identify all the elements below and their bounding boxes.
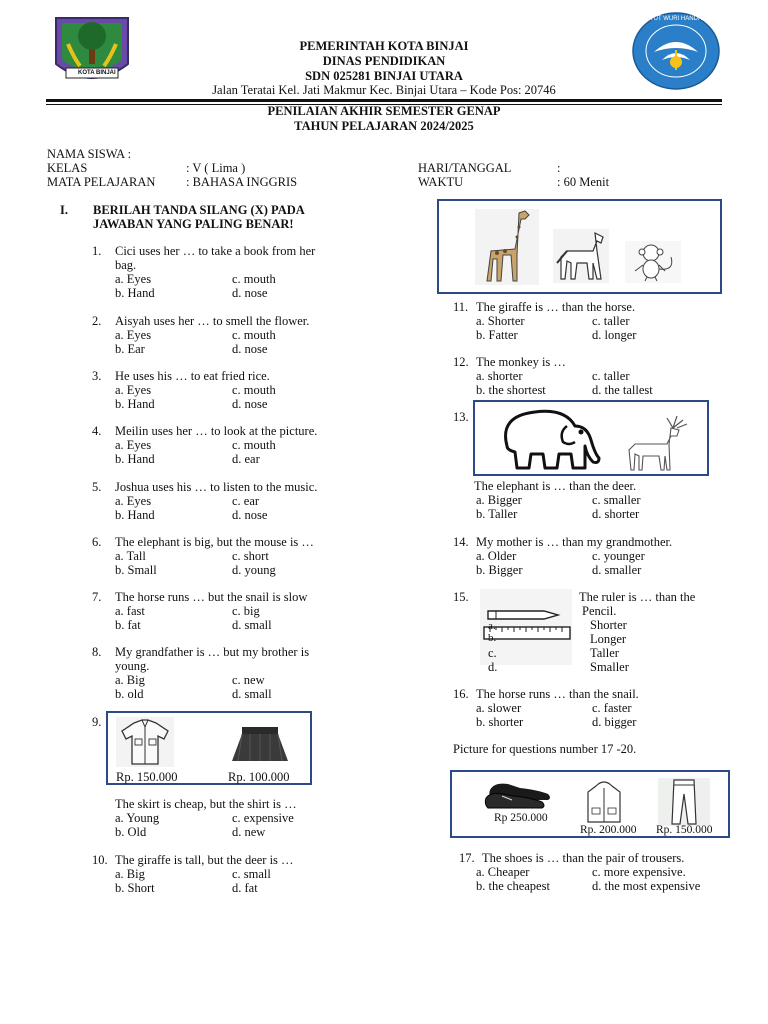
question-16 (453, 688, 753, 733)
option-d[interactable]: d. bigger (592, 715, 637, 729)
question-text: The elephant is big, but the mouse is … (115, 535, 314, 549)
option-c[interactable]: c. short (232, 549, 269, 563)
question-3 (92, 370, 392, 415)
question-2 (92, 315, 392, 360)
question-9-picture-box (106, 711, 312, 785)
option-c[interactable]: c. more expensive. (592, 865, 686, 879)
question-text: The skirt is cheap, but the shirt is … (115, 797, 297, 811)
section-instruction-1: BERILAH TANDA SILANG (X) PADA (93, 203, 305, 217)
question-13-picture-box (473, 400, 709, 476)
option-d[interactable]: d. nose (232, 508, 268, 522)
name-label: NAMA SISWA : (47, 147, 132, 161)
option-a[interactable]: a. Eyes (115, 494, 152, 508)
time-label: WAKTU (418, 175, 464, 189)
deer-image (621, 414, 691, 472)
option-a[interactable]: a. Shorter (476, 314, 525, 328)
option-a[interactable]: a. Tall (115, 549, 146, 563)
horse-image (553, 229, 609, 283)
option-b[interactable]: b. Small (115, 563, 157, 577)
question-number: 4. (92, 424, 102, 438)
question-text: Joshua uses his … to listen to the music. (115, 480, 318, 494)
giraffe-image (475, 209, 539, 285)
header-line-1: PEMERINTAH KOTA BINJAI (299, 39, 469, 53)
option-b[interactable]: b. fat (115, 618, 141, 632)
jacket-price: Rp. 200.000 (580, 824, 637, 836)
option-c[interactable]: c. big (232, 604, 260, 618)
question-number: 1. (92, 244, 102, 258)
option-c[interactable]: c. taller (592, 369, 630, 383)
question-12 (453, 356, 753, 401)
question-number: 5. (92, 480, 102, 494)
option-d[interactable]: d. fat (232, 881, 258, 895)
class-label: KELAS (47, 161, 88, 175)
question-number: 2. (92, 314, 102, 328)
option-b[interactable]: b. Hand (115, 397, 155, 411)
skirt-price: Rp. 100.000 (228, 770, 290, 784)
class-value: : V ( Lima ) (186, 161, 246, 175)
question-number: 8. (92, 645, 102, 659)
question-15-text-cont: Pencil. (582, 604, 617, 618)
option-d[interactable]: d. small (232, 618, 272, 632)
option-b[interactable]: b. Old (115, 825, 147, 839)
question-11 (453, 301, 753, 346)
shoes-price: Rp 250.000 (494, 812, 548, 824)
option-b[interactable]: b. Hand (115, 452, 155, 466)
option-b-letter: b. (488, 632, 497, 644)
clothing-picture-box (450, 770, 730, 838)
option-b[interactable]: b. Hand (115, 508, 155, 522)
subject-value: : BAHASA INGGRIS (186, 175, 298, 189)
picture-caption: Picture for questions number 17 -20. (453, 742, 637, 756)
question-1 (92, 245, 392, 305)
skirt-image (228, 721, 292, 767)
trousers-price: Rp. 150.000 (656, 824, 713, 836)
question-text: The shoes is … than the pair of trousers. (482, 851, 685, 865)
option-a[interactable]: a. Cheaper (476, 865, 530, 879)
option-d[interactable]: d. small (232, 687, 272, 701)
option-b[interactable]: b. the cheapest (476, 879, 550, 893)
option-c[interactable]: c. small (232, 867, 271, 881)
exam-year: TAHUN PELAJARAN 2024/2025 (294, 119, 474, 133)
question-text: Aisyah uses her … to smell the flower. (115, 314, 310, 328)
option-d[interactable]: d. new (232, 825, 266, 839)
option-b[interactable]: b. Bigger (476, 563, 523, 577)
day-label: HARI/TANGGAL (418, 161, 512, 175)
question-number: 7. (92, 590, 102, 604)
option-b[interactable]: b. Ear (115, 342, 145, 356)
option-c[interactable]: c. mouth (232, 438, 276, 452)
option-a[interactable]: a. fast (115, 604, 145, 618)
option-a[interactable]: a. slower (476, 701, 522, 715)
option-b[interactable]: Longer (590, 632, 627, 646)
option-c[interactable]: c. younger (592, 549, 645, 563)
option-c[interactable]: c. expensive (232, 811, 294, 825)
option-b[interactable]: b. the shortest (476, 383, 546, 397)
question-text: The giraffe is tall, but the deer is … (115, 853, 294, 867)
option-a[interactable]: a. Big (115, 673, 145, 687)
question-text-cont: young. (115, 659, 150, 673)
option-c[interactable]: c. mouth (232, 383, 276, 397)
option-b[interactable]: b. old (115, 687, 144, 701)
shirt-image (116, 717, 174, 767)
city-logo-text: KOTA BINJAI (78, 70, 116, 76)
option-d[interactable]: d. nose (232, 342, 268, 356)
header-line-2: DINAS PENDIDIKAN (322, 54, 446, 68)
question-number: 17. (459, 851, 475, 865)
option-c[interactable]: c. new (232, 673, 265, 687)
option-a[interactable]: a. Eyes (115, 328, 152, 342)
subject-label: MATA PELAJARAN (47, 175, 156, 189)
trousers-image (658, 778, 710, 826)
option-a[interactable]: a. Bigger (476, 493, 522, 507)
option-d[interactable]: d. shorter (592, 507, 640, 521)
question-number: 11. (453, 300, 469, 314)
question-text: Cici uses her … to take a book from her (115, 244, 316, 258)
question-text-cont: bag. (115, 258, 137, 272)
question-number: 6. (92, 535, 102, 549)
option-d-letter: d. (488, 660, 498, 674)
option-d[interactable]: Smaller (590, 660, 629, 674)
question-text: Meilin uses her … to look at the picture. (115, 424, 318, 438)
elephant-image (495, 406, 607, 472)
option-a[interactable]: a. Eyes (115, 383, 152, 397)
option-c[interactable]: c. taller (592, 314, 630, 328)
question-17 (459, 852, 759, 897)
question-number: 3. (92, 369, 102, 383)
question-8 (92, 646, 392, 706)
option-c[interactable]: c. mouth (232, 272, 276, 286)
question-13-number: 13. (453, 410, 469, 424)
option-b[interactable]: b. Taller (476, 507, 518, 521)
day-value: : (557, 161, 561, 175)
tut-wuri-logo-text: TUT WURI HANDAYANI (650, 16, 716, 22)
question-13 (453, 480, 753, 525)
question-15-text: The ruler is … than the (579, 590, 696, 604)
time-value: : 60 Menit (557, 175, 610, 189)
section-number: I. (60, 203, 68, 217)
header-line-3: SDN 025281 BINJAI UTARA (305, 69, 463, 83)
question-5 (92, 481, 392, 526)
option-b[interactable]: b. Hand (115, 286, 155, 300)
shoes-image (484, 774, 556, 812)
monkey-image (625, 241, 681, 283)
animals-picture-box (437, 199, 722, 294)
question-14 (453, 536, 753, 581)
option-d[interactable]: d. nose (232, 286, 268, 300)
jacket-image (584, 778, 624, 824)
option-a[interactable]: a. Older (476, 549, 517, 563)
section-instruction-2: JAWABAN YANG PALING BENAR! (93, 217, 294, 231)
option-d[interactable]: d. longer (592, 328, 637, 342)
option-c[interactable]: c. ear (232, 494, 260, 508)
option-d[interactable]: d. nose (232, 397, 268, 411)
option-c-letter: c. (488, 646, 497, 660)
exam-title: PENILAIAN AKHIR SEMESTER GENAP (267, 104, 501, 118)
question-text: The giraffe is … than the horse. (476, 300, 636, 314)
question-text: He uses his … to eat fried rice. (115, 369, 270, 383)
option-a[interactable]: a. Eyes (115, 272, 152, 286)
question-10 (92, 854, 392, 899)
option-a[interactable]: a. Big (115, 867, 145, 881)
question-6 (92, 536, 392, 581)
option-c[interactable]: c. mouth (232, 328, 276, 342)
question-15-number: 15. (453, 590, 469, 604)
question-number: 16. (453, 687, 469, 701)
option-c[interactable]: Taller (590, 646, 619, 660)
question-9 (92, 798, 392, 843)
question-text: The horse runs … than the snail. (476, 687, 639, 701)
header-divider-thick (46, 99, 722, 102)
question-text: The elephant is … than the deer. (474, 479, 637, 493)
option-a[interactable]: Shorter (590, 618, 627, 632)
option-d[interactable]: d. young (232, 563, 276, 577)
question-text: My grandfather is … but my brother is (115, 645, 310, 659)
question-number: 14. (453, 535, 469, 549)
question-4 (92, 425, 392, 470)
option-a[interactable]: a. Young (115, 811, 160, 825)
question-number: 12. (453, 355, 469, 369)
option-d[interactable]: d. the most expensive (592, 879, 701, 893)
question-9-number: 9. (92, 715, 102, 729)
question-7 (92, 591, 392, 636)
option-b[interactable]: b. Fatter (476, 328, 518, 342)
option-b[interactable]: b. Short (115, 881, 155, 895)
question-number: 10. (92, 853, 108, 867)
option-a[interactable]: a. Eyes (115, 438, 152, 452)
option-d[interactable]: d. smaller (592, 563, 642, 577)
option-d[interactable]: d. the tallest (592, 383, 653, 397)
header-address: Jalan Teratai Kel. Jati Makmur Kec. Binjai Utara – Kode Pos: 20746 (212, 83, 556, 97)
option-c[interactable]: c. faster (592, 701, 632, 715)
option-a[interactable]: a. shorter (476, 369, 523, 383)
option-b[interactable]: b. shorter (476, 715, 524, 729)
question-text: The horse runs … but the snail is slow (115, 590, 308, 604)
option-a-letter: a. (488, 620, 496, 632)
question-text: My mother is … than my grandmother. (476, 535, 673, 549)
question-text: The monkey is … (476, 355, 566, 369)
option-d[interactable]: d. ear (232, 452, 260, 466)
shirt-price: Rp. 150.000 (116, 770, 178, 784)
option-c[interactable]: c. smaller (592, 493, 641, 507)
